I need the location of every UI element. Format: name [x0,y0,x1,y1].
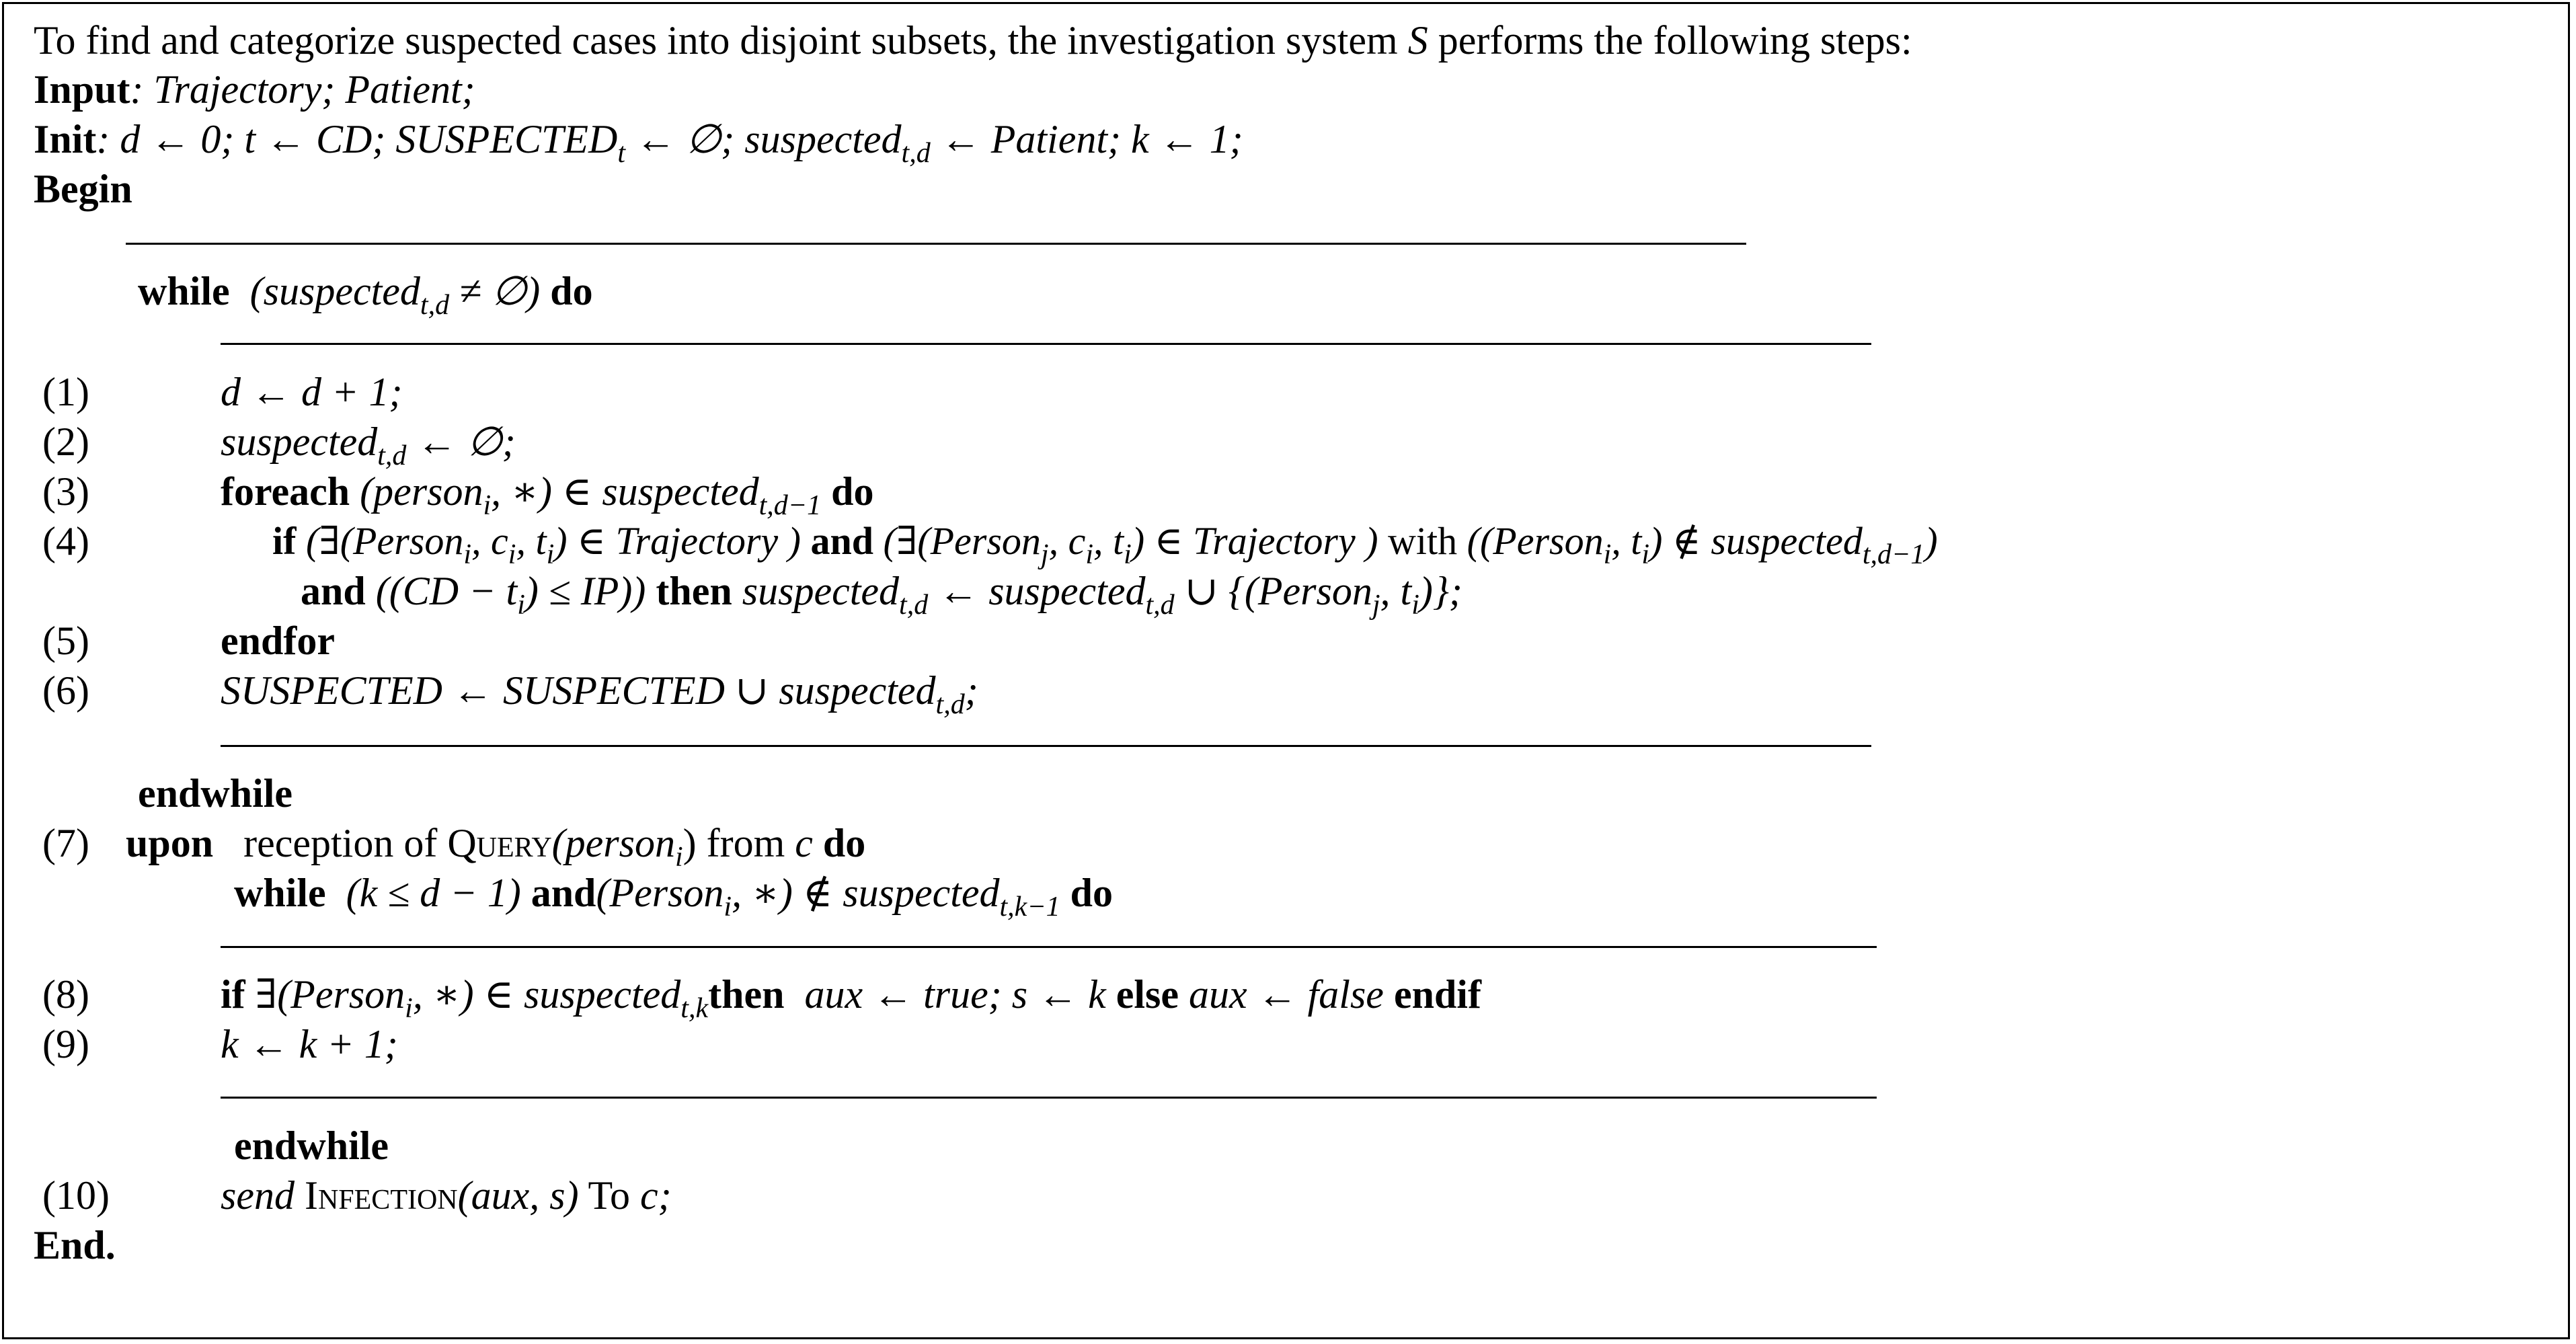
step-4-sub-ti4: i [517,590,525,621]
to-word: To [588,1173,630,1218]
step-2-subscript: t,d [377,440,407,471]
step-4-sub-ci2: i [1085,539,1094,570]
step-2-b: ← ∅; [406,420,516,464]
step-4-q: ∪ {(Person [1174,569,1372,613]
step-8-c: aux ← true; s ← k [804,972,1106,1017]
step-4-sub-i3: i [1603,539,1612,570]
step-4-sub-j2: j [1372,590,1380,621]
init-subscript: t [617,138,626,169]
step-3-text [221,468,874,521]
while-keyword-2: while [234,871,326,915]
input-keyword: Input [34,67,130,112]
if-keyword: if [272,519,297,563]
step-4-sub-ti: i [546,539,555,570]
step-4-o: suspected [742,569,900,613]
step-6-subscript: t,d [935,689,965,720]
step-4-i: ((Person [1467,519,1604,563]
query-message: Query [447,821,552,865]
endwhile-keyword-2: endwhile [234,1123,389,1168]
and-keyword-3: and [531,871,596,915]
do-keyword-4: do [1070,871,1114,915]
while-2-subscript-2: t,k−1 [999,892,1060,922]
do-keyword-3: do [822,821,866,865]
step-4-n: ) ≤ IP)) [524,569,646,613]
step-4-b: , c [471,519,508,563]
step-number-2: (2) [42,420,89,464]
step-2-a: suspected [221,420,378,464]
step-4-sub-ti5: i [1411,590,1419,621]
step-3-b: , ∗) ∈ suspected [491,469,759,514]
step-9-text: k ← k + 1; [221,1022,398,1066]
and-keyword: and [810,519,873,563]
step-4-r: , t [1380,569,1412,613]
step-7-a: reception of [243,821,438,865]
step-7-b: (person [551,821,675,865]
rule-while2-start [221,946,1877,948]
endwhile-keyword: endwhile [138,771,293,816]
begin-keyword: Begin [34,167,132,211]
init-keyword: Init [34,117,97,161]
step-4-line-2 [301,567,1462,621]
init-text-3: ← Patient; k ← 1; [930,117,1243,161]
step-4-p: ← suspected [928,569,1146,613]
init-text-2: ← ∅; suspected [625,117,902,161]
if-keyword-2: if [221,972,245,1017]
step-4-a: (∃(Person [305,519,464,563]
init-line [34,116,1243,169]
step-8-subscript-2: t,k [680,993,709,1024]
send-word: send [221,1173,295,1218]
step-3-sub-2: t,d−1 [758,490,822,521]
while-2-a: (k ≤ d − 1) [346,871,521,915]
step-number-1: (1) [42,370,89,414]
step-4-c: , t [516,519,547,563]
end-keyword: End. [34,1223,116,1267]
step-8-b: , ∗) ∈ suspected [412,972,681,1017]
upon-keyword: upon [126,821,214,865]
while-2-line [234,869,1114,922]
while-line [138,268,593,321]
step-7-text [126,820,866,873]
step-4-sub-td3: t,d [1145,590,1175,621]
step-4-sub-td2: t,d [899,590,929,621]
do-keyword: do [550,269,593,313]
endif-keyword: endif [1393,972,1481,1017]
step-4-e: (∃(Person [883,519,1041,563]
step-4-h: ) ∈ Trajectory ) [1131,519,1378,563]
step-2-text [221,418,516,471]
step-7-c: ) from [682,821,785,865]
step-number-10: (10) [42,1173,110,1218]
rule-while2-end [221,1097,1877,1099]
step-10-text [221,1172,672,1219]
endfor-keyword: endfor [221,619,335,663]
step-number-8: (8) [42,972,89,1017]
while-2-c: , ∗) ∉ suspected [732,871,1000,915]
step-10-c: c; [639,1173,672,1218]
step-4-d: ) ∈ Trajectory ) [554,519,801,563]
do-keyword-2: do [831,469,874,514]
while-2-subscript: i [724,892,732,922]
step-3-a: (person [360,469,483,514]
step-7-c-var: c [795,821,813,865]
then-keyword: then [656,569,732,613]
infection-message: Infection [304,1173,458,1218]
while-keyword: while [138,269,230,313]
while-condition: (suspected [249,269,420,313]
init-subscript-2: t,d [901,138,931,169]
step-6-b: ; [964,668,978,713]
step-4-sub-ti3: i [1641,539,1650,570]
and-keyword-2: and [301,569,366,613]
step-4-sub-ti2: i [1124,539,1132,570]
step-4-g: , t [1093,519,1124,563]
with-word: with [1388,519,1458,563]
step-number-5: (5) [42,619,89,663]
while-subscript: t,d [420,290,450,321]
step-4-l: ) [1924,519,1938,563]
step-6-text [221,667,978,720]
intro-tail: performs the following steps: [1438,18,1912,63]
step-6-a: SUSPECTED ← SUSPECTED ∪ suspected [221,668,936,713]
step-4-k: ) ∉ suspected [1649,519,1863,563]
step-4-f: , c [1048,519,1086,563]
rule-top [126,243,1746,245]
input-line [34,66,475,113]
intro-text: To find and categorize suspected cases into disjoint subsets, the investigation system [34,18,1398,63]
then-keyword-2: then [708,972,785,1017]
step-4-sub-i: i [463,539,472,570]
else-keyword: else [1116,972,1179,1017]
step-4-j: , t [1611,519,1642,563]
step-3-sub-1: i [483,490,492,521]
step-4-sub-j: j [1040,539,1049,570]
system-symbol: S [1407,18,1428,63]
foreach-keyword: foreach [221,469,350,514]
step-8-d: aux ← false [1188,972,1384,1017]
step-number-4: (4) [42,519,89,563]
init-text: : d ← 0; t ← CD; SUSPECTED [96,117,618,161]
step-10-a: (aux, s) [457,1173,579,1218]
step-7-subscript: i [674,842,683,873]
step-8-subscript: i [405,993,413,1024]
step-number-6: (6) [42,668,89,713]
step-number-3: (3) [42,469,89,514]
intro-line [34,17,1912,64]
input-text: : Trajectory; Patient; [130,67,475,112]
step-4-sub-ci: i [508,539,516,570]
rule-while-end [221,745,1871,747]
step-4-line-1 [272,518,1938,570]
step-1-text: d ← d + 1; [221,370,403,414]
step-8-a: ∃(Person [255,972,405,1017]
while-2-b: (Person [596,871,724,915]
step-number-9: (9) [42,1022,89,1066]
step-4-s: )}; [1419,569,1462,613]
step-4-m: ((CD − t [375,569,518,613]
step-number-7: (7) [42,821,89,865]
rule-while-start [221,343,1871,345]
step-4-sub-td1: t,d−1 [1862,539,1925,570]
step-8-text [221,971,1481,1024]
while-condition-tail: ≠ ∅) [449,269,541,313]
